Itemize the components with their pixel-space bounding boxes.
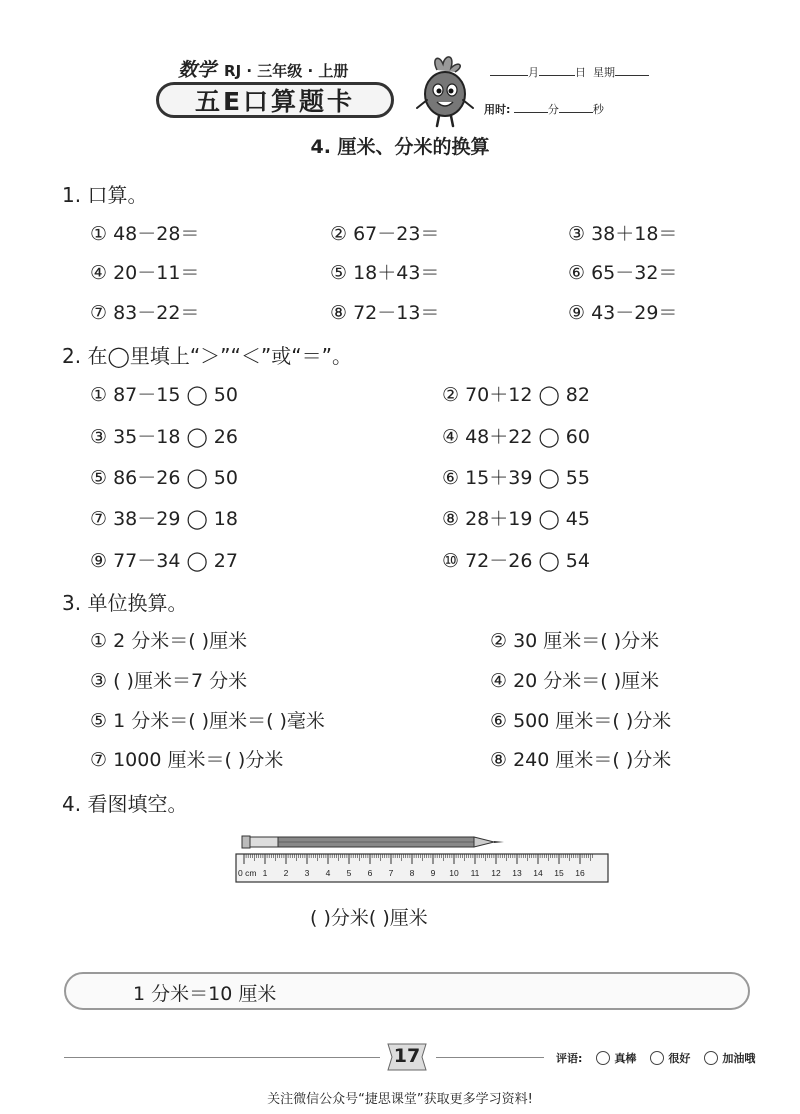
ruler-label: 10 [449,868,459,878]
ruler-label: 16 [575,868,585,878]
exercise-item: ⑥ 65－32＝ [568,262,678,284]
week-label: 星期 [593,66,615,79]
smile-face-icon[interactable] [650,1051,664,1065]
conversion-item: ⑦ 1000 厘米＝( )分米 [90,749,284,771]
exercise-item: ④ 20－11＝ [90,262,200,284]
eval-option: 很好 [668,1052,691,1065]
card-title: 五E口算题卡 [156,82,394,118]
ruler-label: 1 [262,868,268,878]
exercise-item: ⑦ 83－22＝ [90,302,200,324]
date-field [490,64,649,80]
conversion-item: ⑤ 1 分米＝( )厘米＝( )毫米 [90,710,325,732]
ruler-label: 12 [491,868,501,878]
lesson-title: 4. 厘米、分米的换算 [310,136,490,158]
summary-text: 1 分米＝10 厘米 [133,983,277,1005]
ruler-answer: ( )分米( )厘米 [310,907,428,929]
footer-divider-left [64,1057,380,1058]
exercise-item: ⑧ 72－13＝ [330,302,440,324]
conversion-item: ① 2 分米＝( )厘米 [90,630,248,652]
compare-item: ④ 48＋22 ◯ 60 [442,426,590,448]
ruler-body [236,854,608,882]
compare-item: ⑦ 38－29 ◯ 18 [90,508,238,530]
eval-option: 真棒 [614,1052,637,1065]
exercise-item: ⑨ 43－29＝ [568,302,678,324]
ruler-figure [232,830,612,890]
grade-label: RJ · 三年级 · 上册 [224,62,349,80]
conversion-item: ⑧ 240 厘米＝( )分米 [490,749,672,771]
ruler-label: 7 [388,868,394,878]
ruler-label: 6 [367,868,373,878]
subject-label [178,55,348,82]
ruler-label: 8 [409,868,415,878]
footer-divider-right [436,1057,544,1058]
section3-title: 3. 单位换算。 [62,591,188,615]
time-field [484,101,604,117]
mascot-icon [405,50,485,130]
ruler-label: 3 [304,868,310,878]
smile-face-icon[interactable] [596,1051,610,1065]
ruler-label: 4 [325,868,331,878]
section2-title: 2. 在◯里填上“＞”“＜”或“＝”。 [62,344,352,368]
ruler-label: 9 [430,868,436,878]
subject-name: 数学 [178,59,217,81]
bottom-note: 关注微信公众号“捷思课堂”获取更多学习资料! [267,1092,533,1107]
ruler-label: 11 [470,868,480,878]
exercise-item: ② 67－23＝ [330,223,440,245]
compare-item: ⑥ 15＋39 ◯ 55 [442,467,590,489]
exercise-item: ③ 38＋18＝ [568,223,678,245]
eval-label: 评语: [556,1052,583,1065]
ruler-label: 2 [283,868,289,878]
ruler-label: 13 [512,868,522,878]
month-label: 月 [528,66,539,79]
compare-item: ⑤ 86－26 ◯ 50 [90,467,238,489]
conversion-item: ⑥ 500 厘米＝( )分米 [490,710,672,732]
compare-item: ⑧ 28＋19 ◯ 45 [442,508,590,530]
section4-title: 4. 看图填空。 [62,792,188,816]
compare-item: ② 70＋12 ◯ 82 [442,384,590,406]
time-label: 用时: [484,103,511,116]
ruler-label: 15 [554,868,564,878]
conversion-item: ④ 20 分米＝( )厘米 [490,670,660,692]
evaluation-row [556,1050,755,1066]
compare-item: ⑨ 77－34 ◯ 27 [90,550,238,572]
ruler-label: 5 [346,868,352,878]
day-label: 日 [575,66,586,79]
compare-item: ① 87－15 ◯ 50 [90,384,238,406]
eval-option: 加油哦 [722,1052,756,1065]
conversion-item: ③ ( )厘米＝7 分米 [90,670,248,692]
second-label: 秒 [592,103,604,116]
section1-title: 1. 口算。 [62,183,148,207]
neutral-face-icon[interactable] [704,1051,718,1065]
page-number: 17 [393,1045,421,1067]
compare-item: ③ 35－18 ◯ 26 [90,426,238,448]
conversion-item: ② 30 厘米＝( )分米 [490,630,660,652]
minute-label: 分 [547,103,559,116]
exercise-item: ⑤ 18＋43＝ [330,262,440,284]
exercise-item: ① 48－28＝ [90,223,200,245]
ruler-label: 14 [533,868,543,878]
pencil-icon [242,836,504,848]
compare-item: ⑩ 72－26 ◯ 54 [442,550,590,572]
ruler-label: 0 cm [238,868,257,878]
